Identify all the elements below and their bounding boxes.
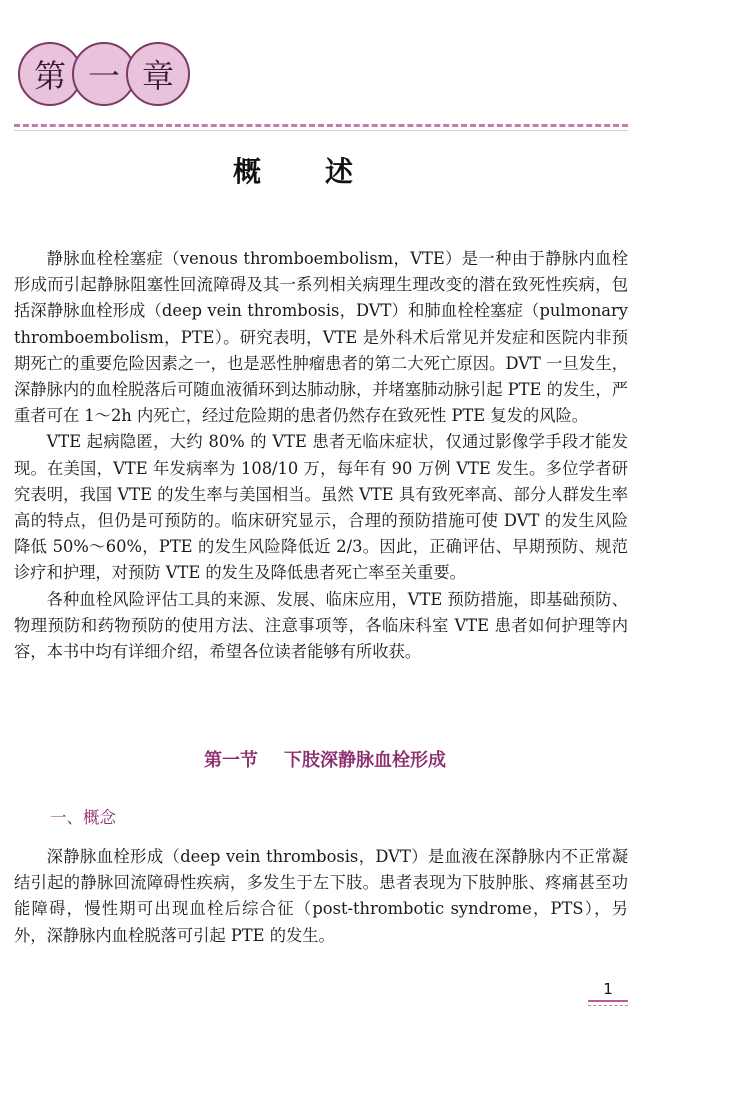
- section-heading: [0, 746, 650, 772]
- chapter-char: 第: [33, 57, 66, 95]
- header-divider-thin: [14, 130, 628, 131]
- subsection-heading: 一、概念: [50, 808, 116, 827]
- concept-text: [14, 844, 628, 949]
- paragraph: 各种血栓风险评估工具的来源、发展、临床应用，VTE 预防措施，即基础预防、物理预防和药物预防的使用方法、注意事项等，各临床科室 VTE 患者如何护理等内容，本书中均有详细介绍，希望各位读者能够有所收获。: [14, 589, 628, 662]
- paragraph: 深静脉血栓形成（deep vein thrombosis，DVT）是血液在深静脉内不正常凝结引起的静脉回流障碍性疾病，多发生于左下肢。患者表现为下肢肿胀、疼痛甚至功能障碍，慢性期可出现血栓后综合征（post-thrombotic syndrome，PTS），另外，深静脉内血栓脱落可引起 PTE 的发生。: [14, 847, 628, 945]
- paragraph: 静脉血栓栓塞症（venous thromboembolism，VTE）是一种由于静脉内血栓形成而引起静脉阻塞性回流障碍及其一系列相关病理生理改变的潜在致死性疾病，包括深静脉血栓形成（deep vein thrombosis，DVT）和肺血栓栓塞症（pulmonary thromboembolism，PTE）。研究表明，VTE 是外科术后常见并发症和医院内非预期死亡的重要危险因素之一，也是恶性肿瘤患者的第二大死亡原因。DVT 一旦发生，深静脉内的血栓脱落后可随血液循环到达肺动脉，并堵塞肺动脉引起 PTE 的发生，严重者可在 1～2h 内死亡，经过危险期的患者仍然存在致死性 PTE 复发的风险。: [14, 249, 628, 426]
- chapter-badge-circle: [126, 42, 190, 106]
- header-divider: [14, 124, 628, 127]
- footer-divider: [588, 1000, 628, 1002]
- chapter-char: 一: [87, 57, 120, 95]
- page-title: 概述: [232, 155, 417, 188]
- intro-text: [14, 246, 628, 665]
- footer-divider-dashed: [588, 1005, 628, 1006]
- section-title: 下肢深静脉血栓形成: [284, 750, 446, 771]
- section-number: 第一节: [204, 750, 258, 771]
- paragraph: VTE 起病隐匿，大约 80% 的 VTE 患者无临床症状，仅通过影像学手段才能发现。在美国，VTE 年发病率为 108/10 万，每年有 90 万例 VTE 发生。多位学者研究表明，我国 VTE 的发生率与美国相当。虽然 VTE 具有致死率高、部分人群发生率高的特点，但仍是可预防的。临床研究显示，合理的预防措施可使 DVT 的发生风险降低 50%～60%，PTE 的发生风险降低近 2/3。因此，正确评估、早期预防、规范诊疗和护理，对预防 VTE 的发生及降低患者死亡率至关重要。: [14, 432, 628, 583]
- chapter-char: 章: [141, 57, 174, 95]
- page-number: 1: [603, 980, 613, 998]
